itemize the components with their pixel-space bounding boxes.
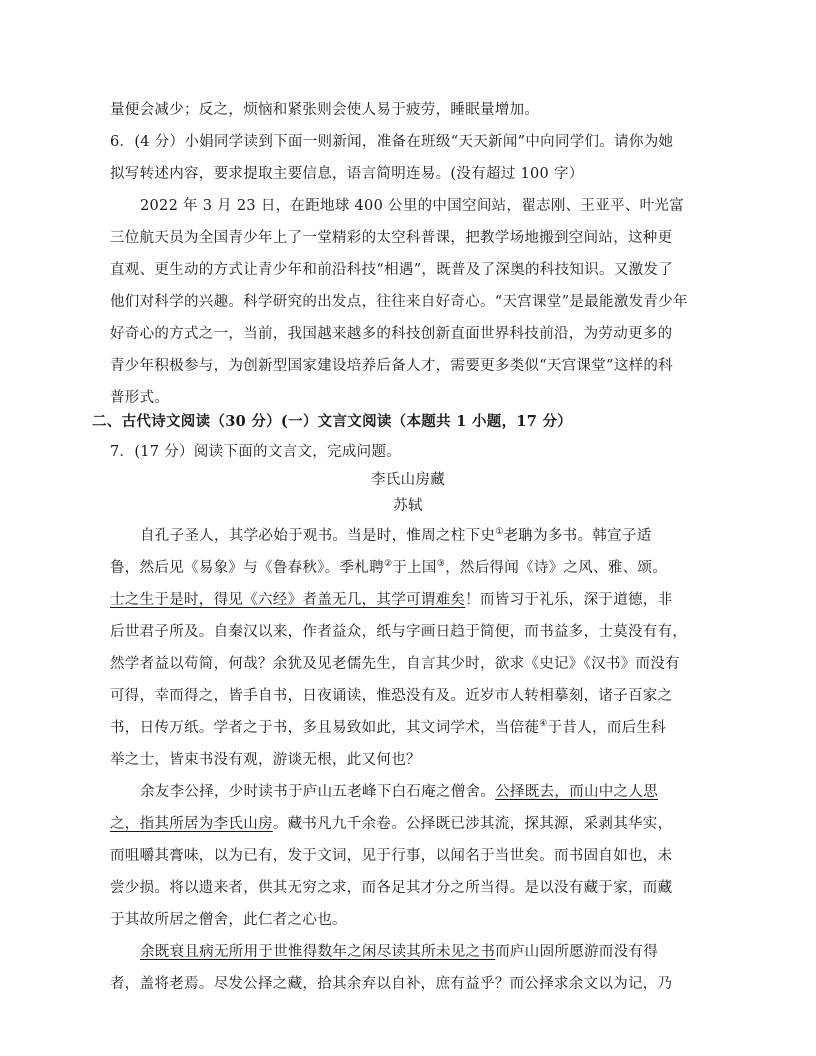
passage-line: 可得，幸而得之，皆手自书，日夜诵读，惟恐没有及。近岁市人转相摹刻，诸子百家之 xyxy=(110,688,673,704)
footnote-marker: ② xyxy=(383,559,393,570)
passage-line: 自孔子圣人，其学必始于观书。当是时，惟周之柱下史①老聃为多书。韩宣子适 xyxy=(140,527,652,544)
news-paragraph-line: 三位航天员为全国青少年上了一堂精彩的太空科普课，把教学场地搬到空间站，这种更 xyxy=(110,230,673,246)
passage-line: 举之士，皆束书没有观，游谈无根，此又何也？ xyxy=(110,752,421,768)
news-paragraph-line: 2022 年 3 月 23 日，在距地球 400 公里的中国空间站，翟志刚、王亚平、叶光富 xyxy=(140,198,685,214)
footnote-marker: ③ xyxy=(436,559,446,570)
text-line: 量便会减少；反之，烦恼和紧张则会使人易于疲劳，睡眠量增加。 xyxy=(110,102,540,118)
passage-line: 然学者益以苟简，何哉？余犹及见老儒先生，自言其少时，欲求《史记》《汉书》而没有 xyxy=(110,656,680,672)
underlined-sentence: 余既衰且病无所用于世惟得数年之闲尽读其所未见之书 xyxy=(140,944,496,960)
passage-author: 苏轼 xyxy=(393,498,423,514)
news-paragraph-line: 他们对科学的兴趣。科学研究的出发点，往往来自好奇心。“天宫课堂”是最能激发青少年 xyxy=(110,294,688,310)
question-6-prompt-cont: 拟写转述内容，要求提取主要信息，语言简明连易。(没有超过 100 字） xyxy=(110,166,584,182)
passage-line: 于其故所居之僧舍，此仁者之心也。 xyxy=(110,912,347,928)
news-paragraph-line: 普形式。 xyxy=(110,390,170,406)
passage-title: 李氏山房藏 xyxy=(371,472,445,488)
footnote-marker: ④ xyxy=(539,719,548,730)
passage-line: 士之生于是时，得见《六经》者盖无几，其学可谓难矣！而皆习于礼乐，深于道德，非 xyxy=(110,592,673,608)
passage-line: 余既衰且病无所用于世惟得数年之闲尽读其所未见之书而庐山固所愿游而没有得 xyxy=(140,944,659,960)
footnote-marker: ① xyxy=(495,527,504,538)
question-7-prompt: 7．(17 分）阅读下面的文言文，完成问题。 xyxy=(110,444,402,460)
news-paragraph-line: 好奇心的方式之一，当前，我国越来越多的科技创新直面世界科技前沿，为劳动更多的 xyxy=(110,326,673,342)
passage-line: 尝少损。将以遗来者，供其无穷之求，而各足其才分之所当得。是以没有藏于家，而藏 xyxy=(110,880,673,896)
underlined-sentence: 士之生于是时，得见《六经》者盖无几，其学可谓难矣 xyxy=(110,592,466,608)
underlined-sentence: 公择既去，而山中之人思 xyxy=(495,784,659,800)
question-6-prompt: 6．(4 分）小娟同学读到下面一则新闻，准备在班级“天天新闻”中向同学们。请你为她 xyxy=(110,134,674,150)
news-paragraph-line: 青少年积极参与，为创新型国家建设培养后备人才，需要更多类似“天宫课堂”这样的科 xyxy=(110,358,674,374)
passage-line: 鲁，然后见《易象》与《鲁春秋》。季札聘②于上国③，然后得闻《诗》之风、雅、颂。 xyxy=(110,559,668,576)
passage-line: 后世君子所及。自秦汉以来，作者益众，纸与字画日趋于简便，而书益多，士莫没有有， xyxy=(110,624,688,640)
section-heading: 二、古代诗文阅读（30 分）(一）文言文阅读（本题共 1 小题，17 分） xyxy=(92,413,573,430)
news-paragraph-line: 直观、更生动的方式让青少年和前沿科技“相遇”，既普及了深奥的科技知识。又激发了 xyxy=(110,262,674,278)
passage-line: 而咀嚼其膏味，以为已有，发于文词，见于行事，以闻名于当世矣。而书固自如也，未 xyxy=(110,848,673,864)
passage-line: 者，盖将老焉。尽发公择之藏，拾其余弃以自补，庶有益乎？而公择求余文以为记，乃 xyxy=(110,976,673,992)
passage-line: 余友李公择，少时读书于庐山五老峰下白石庵之僧舍。公择既去，而山中之人思 xyxy=(140,784,659,800)
underlined-sentence: 之，指其所居为李氏山房 xyxy=(110,816,273,832)
passage-line: 之，指其所居为李氏山房。藏书凡九千余卷。公择既已涉其流，探其源，采剥其华实， xyxy=(110,816,673,832)
passage-line: 书，日传万纸。学者之于书，多且易致如此，其文词学术，当倍蓰④于昔人，而后生科 xyxy=(110,719,666,736)
